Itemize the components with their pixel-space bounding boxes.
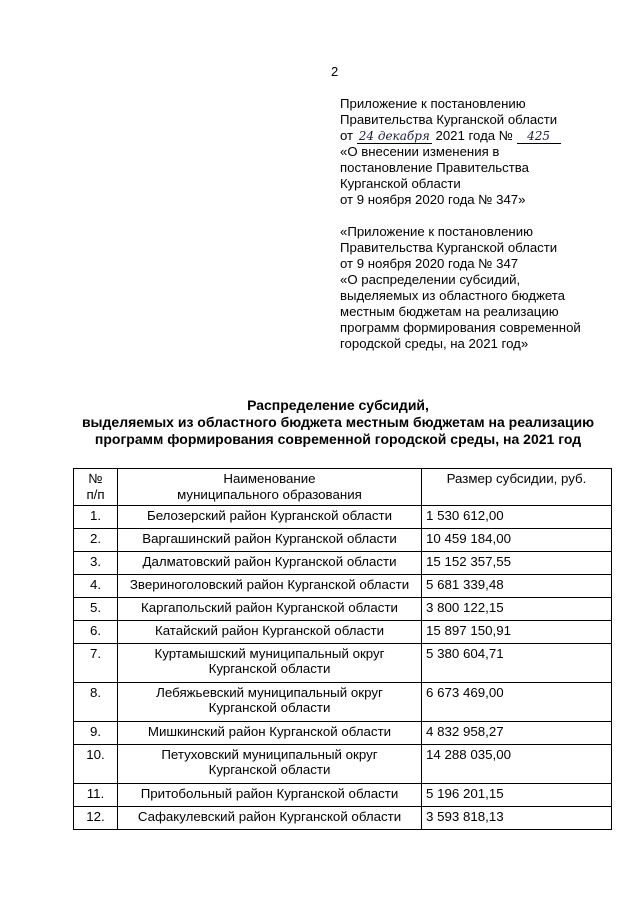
row-amount: 5 196 201,15 [422,784,612,807]
row-amount: 5 380 604,71 [422,644,612,683]
row-number: 9. [74,722,118,745]
row-name: Сафакулевский район Курганской области [118,807,422,830]
row-amount: 14 288 035,00 [422,745,612,784]
appendix-line: Приложение к постановлению [340,96,526,111]
table-row [74,683,612,722]
title-line: программ формирования современной городской среды, на 2021 год [94,431,582,447]
appendix2-line: программ формирования современной [340,320,581,335]
table-row [74,506,612,529]
appendix2-line: городской среды, на 2021 год» [340,336,529,351]
document-title [60,397,616,448]
appendix-line: «О внесении изменения в [340,144,500,159]
page-number: 2 [331,64,339,79]
table-row [74,722,612,745]
row-name: Лебяжьевский муниципальный округ Курганской области [118,683,422,722]
row-number: 8. [74,683,118,722]
from-prefix: от [340,128,354,143]
table-row [74,644,612,683]
title-line: Распределение субсидий, [247,397,429,413]
row-name: Катайский район Курганской области [118,621,422,644]
appendix2-line: Правительства Курганской области [340,240,558,255]
appendix2-line: выделяемых из областного бюджета [340,288,566,303]
table-row [74,745,612,784]
row-amount: 5 681 339,48 [422,575,612,598]
appendix2-line: «Приложение к постановлению [340,224,533,239]
row-number: 10. [74,745,118,784]
header-name: Наименование муниципального образования [118,469,422,506]
row-amount: 15 897 150,91 [422,621,612,644]
table-row [74,621,612,644]
row-number: 3. [74,552,118,575]
appendix-line: от 9 ноября 2020 года № 347» [340,192,526,207]
appendix-line: постановление Правительства [340,160,529,175]
handwritten-number: 425 [517,130,561,144]
title-line: выделяемых из областного бюджета местным бюджетам на реализацию [81,414,595,430]
row-name: Варгашинский район Курганской области [118,529,422,552]
row-number: 5. [74,598,118,621]
row-amount: 6 673 469,00 [422,683,612,722]
appendix2-line: местным бюджетам на реализацию [340,304,559,319]
row-amount: 4 832 958,27 [422,722,612,745]
table-row [74,575,612,598]
row-amount: 3 593 818,13 [422,807,612,830]
appendix2-line: «О распределении субсидий, [340,272,521,287]
handwritten-date: 24 декабря [358,129,430,143]
row-number: 7. [74,644,118,683]
table-row [74,529,612,552]
row-name: Мишкинский район Курганской области [118,722,422,745]
row-number: 4. [74,575,118,598]
row-number: 11. [74,784,118,807]
row-number: 12. [74,807,118,830]
row-name: Куртамышский муниципальный округ Курганской области [118,644,422,683]
table-header-row [74,469,612,506]
row-name: Притобольный район Курганской области [118,784,422,807]
table-row [74,552,612,575]
row-name: Звериноголовский район Курганской области [118,575,422,598]
table-row [74,807,612,830]
appendix-block [340,96,620,352]
row-number: 1. [74,506,118,529]
row-amount: 1 530 612,00 [422,506,612,529]
appendix2-line: от 9 ноября 2020 года № 347 [340,256,519,271]
row-name: Каргапольский район Курганской области [118,598,422,621]
row-amount: 10 459 184,00 [422,529,612,552]
header-number: № п/п [74,469,118,506]
appendix-line: Правительства Курганской области [340,112,558,127]
row-name: Далматовский район Курганской области [118,552,422,575]
row-amount: 3 800 122,15 [422,598,612,621]
row-number: 2. [74,529,118,552]
row-amount: 15 152 357,55 [422,552,612,575]
table-row [74,598,612,621]
header-amount: Размер субсидии, руб. [422,469,612,506]
row-name: Белозерский район Курганской области [118,506,422,529]
row-name: Петуховский муниципальный округ Курганской области [118,745,422,784]
appendix-line: Курганской области [340,176,461,191]
year-text: 2021 года № [435,128,513,143]
subsidy-table [73,468,612,830]
appendix-date-line [340,128,620,144]
table-row [74,784,612,807]
row-number: 6. [74,621,118,644]
